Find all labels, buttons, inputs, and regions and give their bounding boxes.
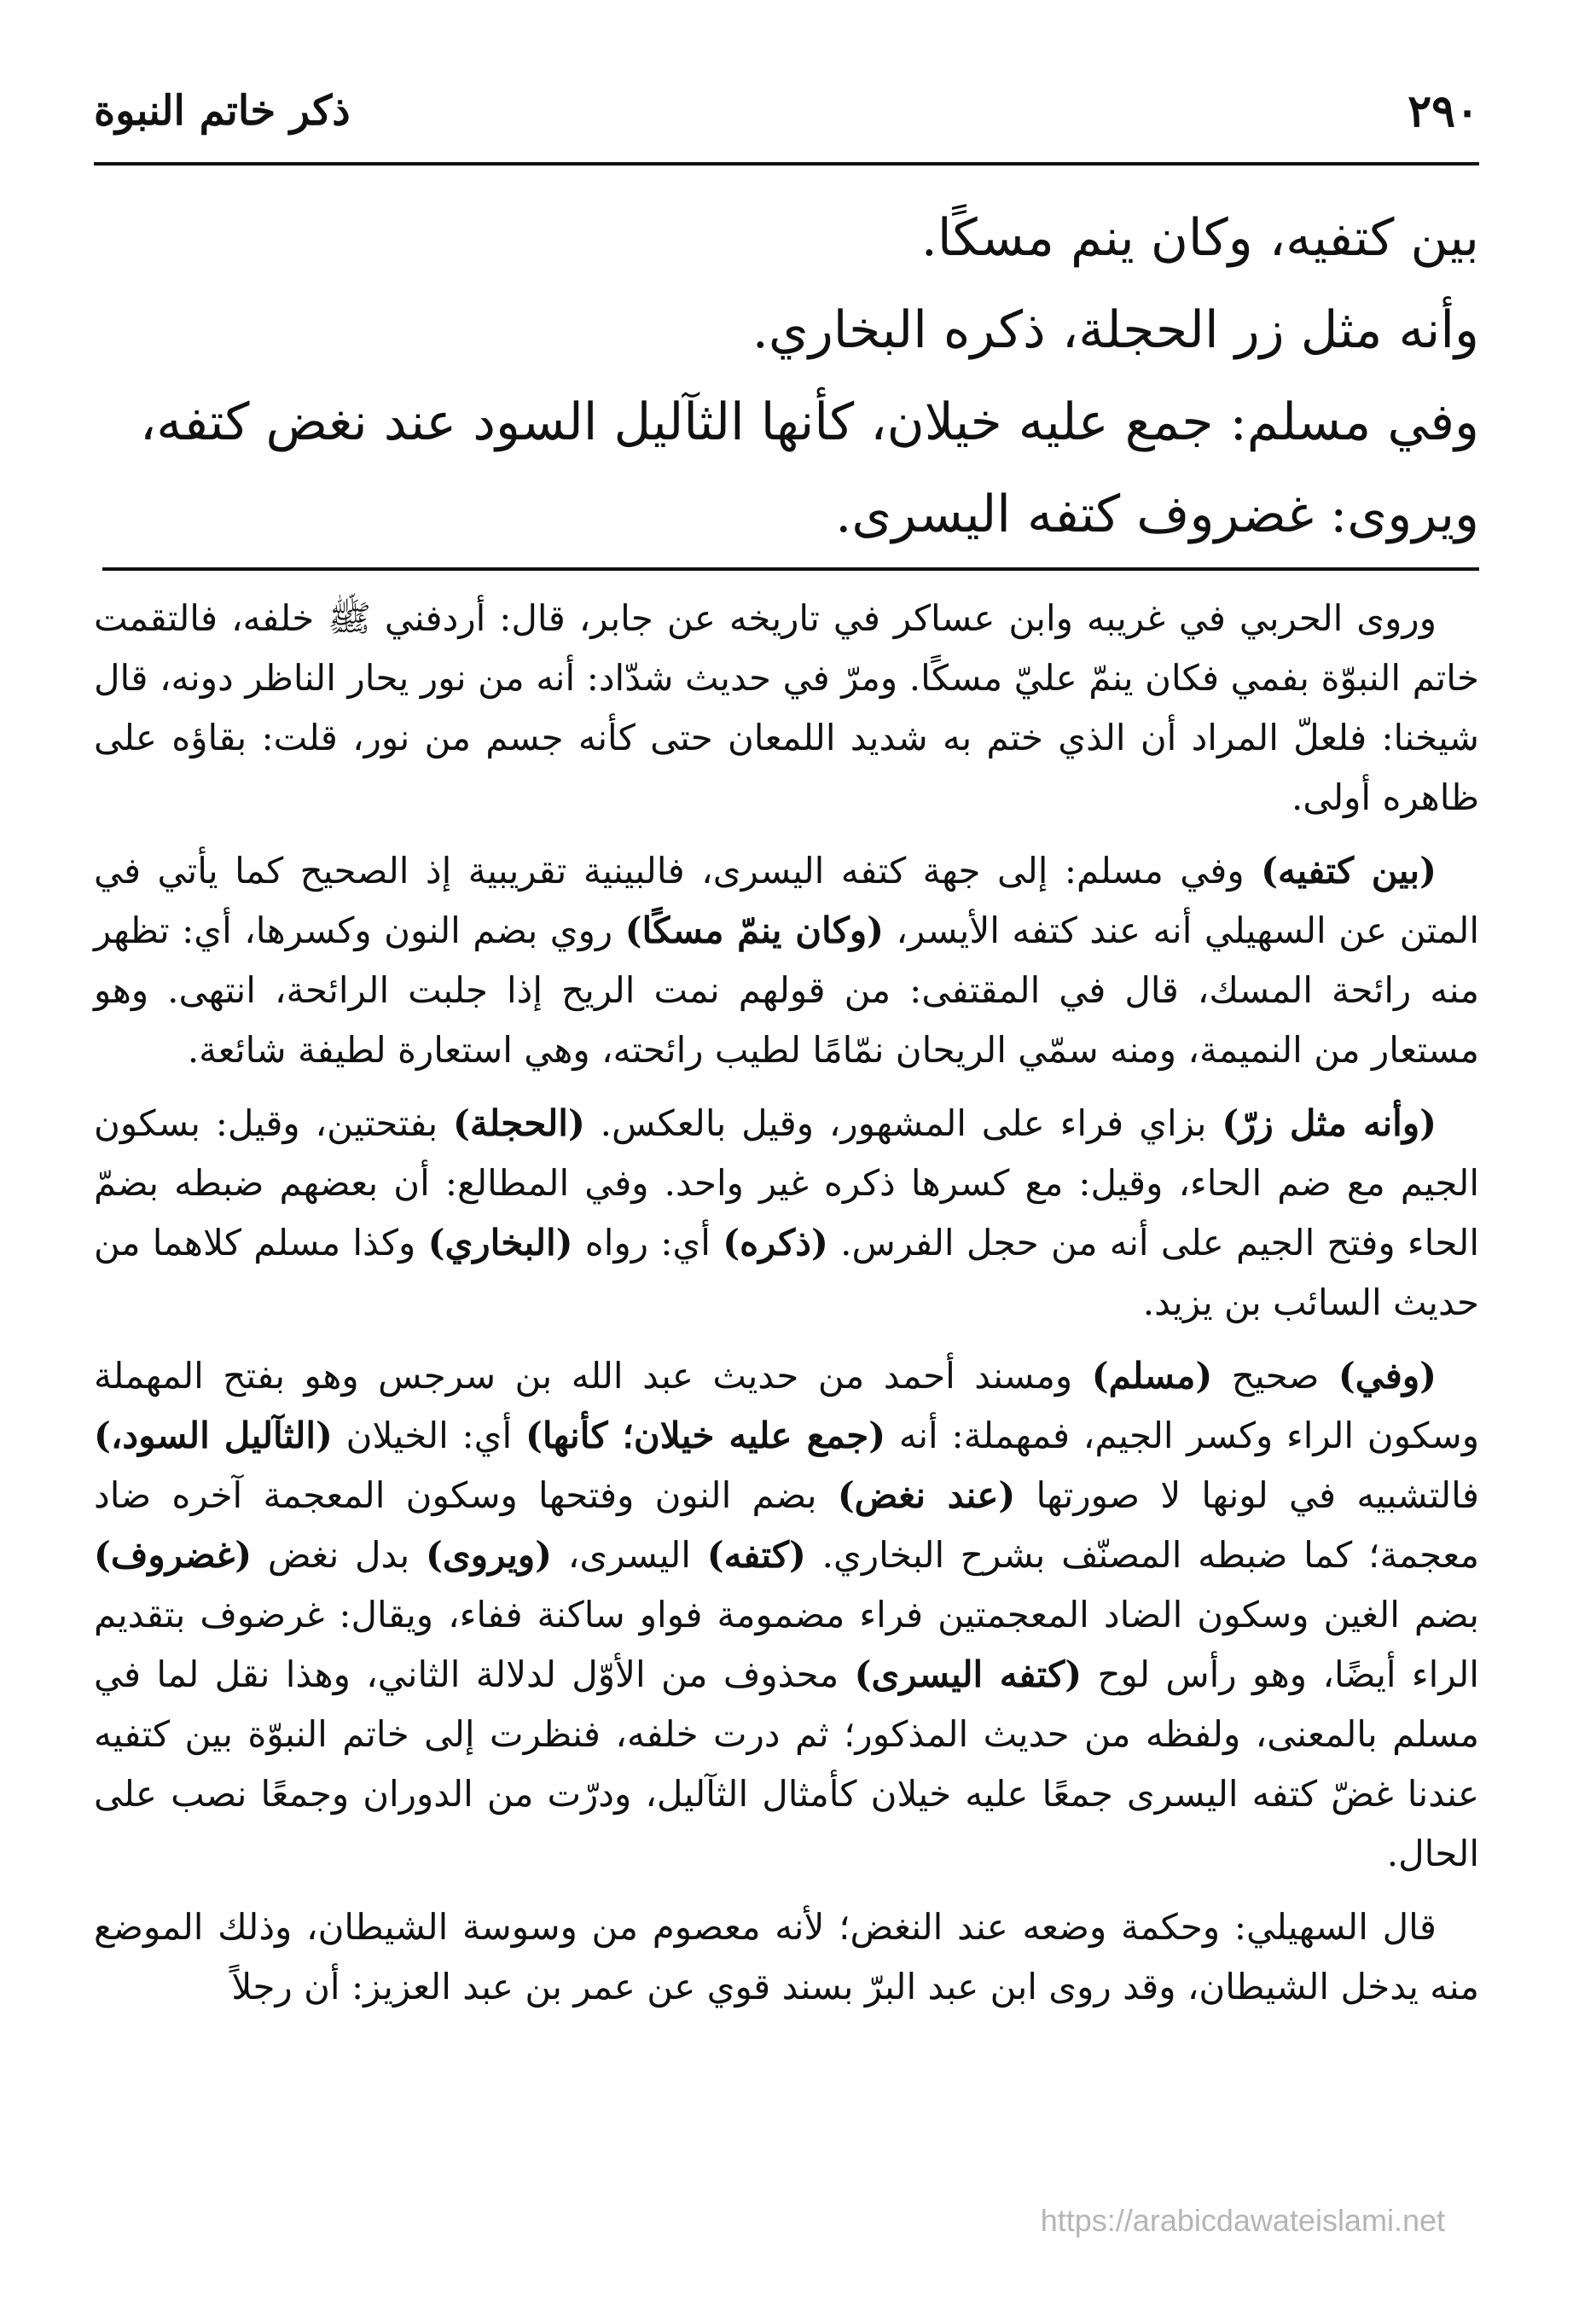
commentary-text: بدل نغض <box>252 1534 426 1576</box>
main-line: ويروى: غضروف كتفه اليسرى. <box>835 485 1479 544</box>
commentary-text: اليسرى، <box>552 1534 707 1576</box>
main-text <box>94 192 1479 561</box>
quoted-phrase: (بين كتفيه) <box>1261 850 1437 892</box>
commentary-paragraph: قال السهيلي: وحكمة وضعه عند النغض؛ لأنه معصوم من وسوسة الشيطان، وذلك الموضع منه يدخل الشيطان، وقد روى ابن عبد البرّ بسند قوي عن عمر بن عبد العزيز: أن رجلاً <box>94 1906 1479 2007</box>
quoted-phrase: (ذكره) <box>723 1222 828 1264</box>
commentary-text: بضم الغين وسكون الضاد المعجمتين فراء مضمومة فواو ساكنة ففاء، ويقال: غرضوف بتقديم الراء أيضًا، وهو رأس لوح <box>94 1594 1479 1695</box>
commentary-text: وفي مسلم: إلى جهة كتفه اليسرى، فالبينية تقريبية إذ الصحيح كما يأتي في المتن عن السهيلي أنه عند كتفه الأيسر، <box>94 850 1480 951</box>
quoted-phrase: (جمع عليه خيلان؛ كأنها) <box>525 1415 886 1456</box>
commentary-text: ومسند أحمد من حديث عبد الله بن سرجس وهو بفتح المهملة وسكون الراء وكسر الجيم، فمهملة: أنه <box>94 1355 1479 1456</box>
quoted-phrase: (الحجلة) <box>452 1102 585 1144</box>
commentary-paragraph: وروى الحربي في غريبه وابن عساكر في تاريخه عن جابر، قال: أردفني ﷺ خلفه، فالتقمت خاتم النبوّة بفمي فكان ينمّ عليّ مسكًا. ومرّ في حديث شدّاد: أنه من نور يحار الناظر دونه، قال شيخنا: فلعلّ المراد أن الذي ختم به شديد اللمعان حتى كأنه جسم من نور، قلت: بقاؤه على ظاهره أولى. <box>94 597 1479 818</box>
page-number: ٢٩٠ <box>1408 84 1479 137</box>
commentary-text: وكذا مسلم كلاهما من حديث السائب بن يزيد. <box>94 1222 1479 1323</box>
commentary-paragraph <box>94 841 1479 1080</box>
quoted-phrase: (ويروى) <box>425 1534 553 1576</box>
quoted-phrase: (كتفه اليسرى) <box>854 1653 1083 1695</box>
commentary-text: أي: رواه <box>572 1222 723 1264</box>
commentary-paragraph <box>94 1094 1479 1333</box>
quoted-phrase: (عند نغض) <box>837 1474 1016 1516</box>
quoted-phrase: (وأنه مثل زرّ) <box>1222 1102 1437 1144</box>
commentary-text: بزاي فراء على المشهور، وقيل بالعكس. <box>584 1102 1222 1144</box>
quoted-phrase: (مسلم) <box>1091 1355 1213 1397</box>
commentary-paragraph <box>94 1346 1479 1884</box>
main-line: وأنه مثل زر الحجلة، ذكره البخاري. <box>752 300 1479 360</box>
main-line: وفي مسلم: جمع عليه خيلان، كأنها الثآليل السود عند نغض كتفه، <box>139 392 1479 452</box>
commentary-text: بفتحتين، وقيل: بسكون الجيم مع ضم الحاء، وقيل: مع كسرها ذكره غير واحد. وفي المطالع: أن بعضهم ضبطه بضمّ الحاء وفتح الجيم على أنه من حجل الفرس. <box>94 1102 1480 1264</box>
commentary-text: روي بضم النون وكسرها، أي: تظهر منه رائحة المسك، قال في المقتفى: من قولهم نمت الريح إذا جلبت الرائحة، انتهى. وهو مستعار من النميمة، ومنه سمّي الريحان نمّامًا لطيب رائحته، وهي استعارة لطيفة شائعة. <box>94 909 1479 1071</box>
header-rule <box>94 162 1479 166</box>
commentary-text: فالتشبيه في لونها لا صورتها <box>1015 1474 1479 1516</box>
commentary-text: بضم النون وفتحها وسكون المعجمة آخره ضاد معجمة؛ كما ضبطه المصنّف بشرح البخاري. <box>94 1474 1479 1576</box>
quoted-phrase: (البخاري) <box>427 1222 573 1264</box>
quoted-phrase: (وفي) <box>1338 1355 1437 1397</box>
commentary-text: صحيح <box>1212 1355 1338 1397</box>
commentary-text: محذوف من الأوّل لدلالة الثاني، وهذا نقل لما في مسلم بالمعنى، ولفظه من حديث المذكور؛ ثم درت خلفه، فنظرت إلى خاتم النبوّة بين كتفيه عندنا غضّ كتفه اليسرى جمعًا عليه خيلان كأمثال الثآليل، ودرّت من الدوران وجمعًا نصب على الحال. <box>94 1653 1479 1874</box>
watermark-url: https://arabicdawateislami.net <box>1040 2203 1445 2238</box>
main-line: بين كتفيه، وكان ينم مسكًا. <box>920 208 1479 268</box>
commentary-text: أي: الخيلان <box>332 1415 525 1456</box>
page-header <box>94 77 1479 145</box>
running-title: ذكر خاتم النبوة <box>94 87 351 135</box>
commentary <box>94 589 1479 2031</box>
quoted-phrase: (وكان ينمّ مسكًا) <box>624 909 885 951</box>
quoted-phrase: (كتفه) <box>706 1534 806 1576</box>
quoted-phrase: (الثآليل السود،) <box>94 1415 333 1456</box>
quoted-phrase: (غضروف) <box>94 1534 252 1576</box>
section-rule <box>102 567 1479 571</box>
